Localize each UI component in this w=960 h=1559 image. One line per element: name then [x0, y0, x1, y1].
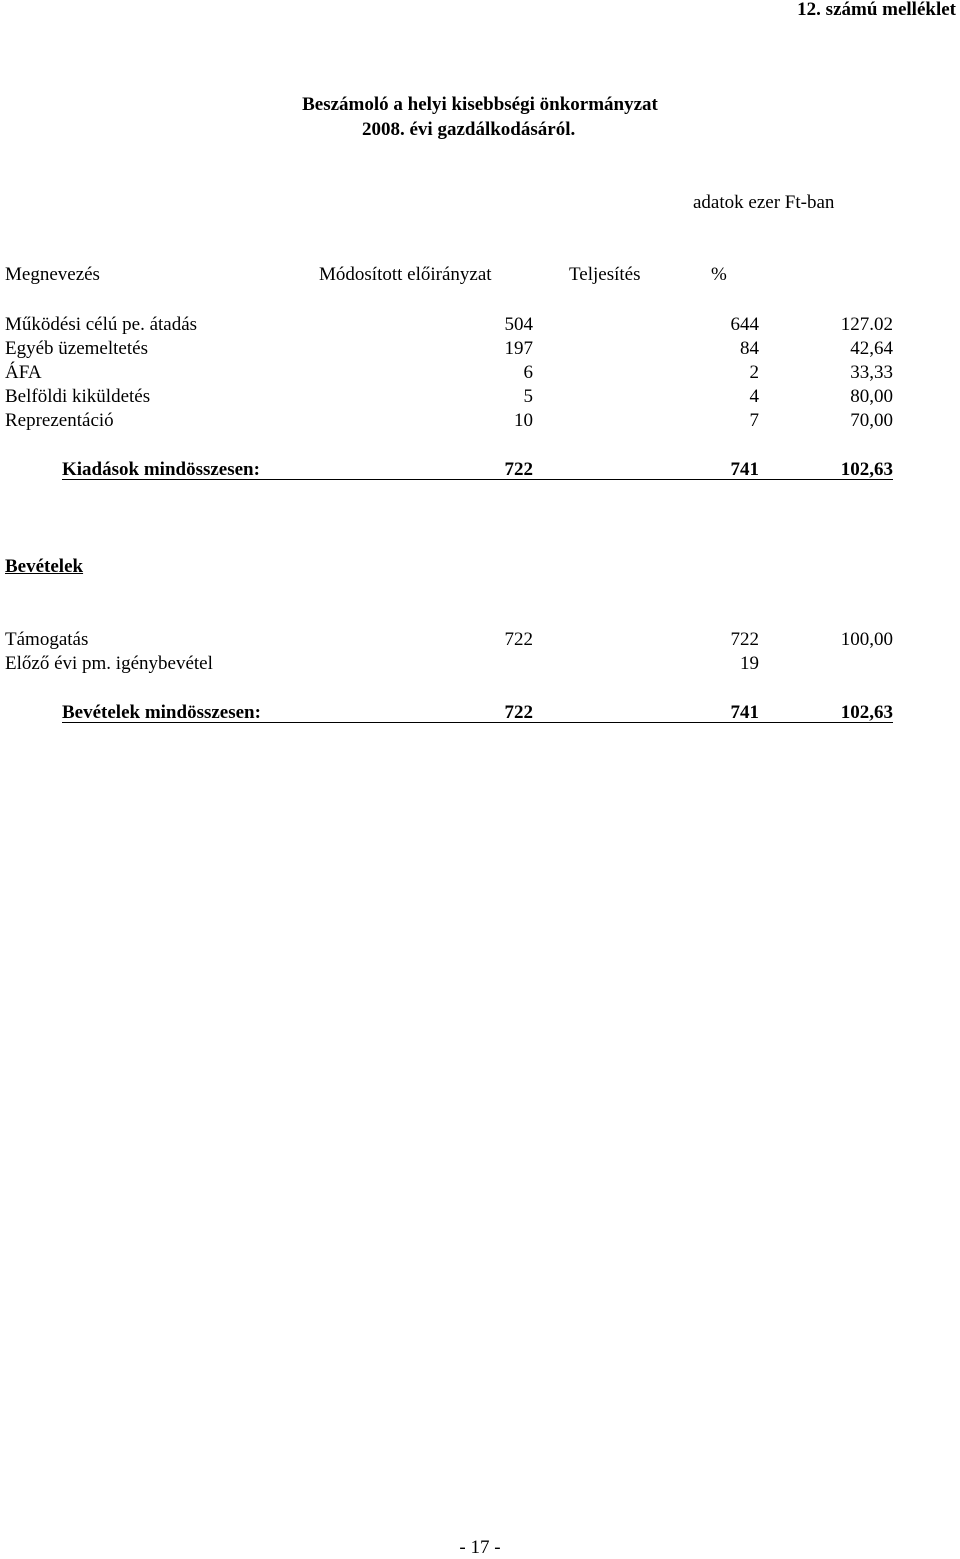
row-actual: 644 [730, 314, 759, 335]
row-actual: 722 [730, 629, 759, 650]
row-name: Működési célú pe. átadás [5, 314, 198, 335]
row-percent: 42,64 [850, 338, 893, 359]
page-number: - 17 - [459, 1537, 501, 1558]
column-header-plan: Módosított előirányzat [319, 264, 492, 285]
row-name: Támogatás [5, 629, 89, 650]
row-plan: 5 [523, 386, 533, 407]
total-actual: 741 [730, 702, 759, 723]
table-row [0, 362, 960, 386]
table-row [0, 629, 960, 653]
row-plan: 504 [504, 314, 533, 335]
total-percent: 102,63 [840, 459, 893, 480]
row-plan: 722 [504, 629, 533, 650]
row-plan: 6 [523, 362, 533, 383]
row-plan: 10 [514, 410, 533, 431]
table-row [0, 314, 960, 338]
row-actual: 19 [740, 653, 759, 674]
row-name: Előző évi pm. igénybevétel [5, 653, 213, 674]
row-name: Egyéb üzemeltetés [5, 338, 148, 359]
row-percent: 33,33 [850, 362, 893, 383]
row-name: Belföldi kiküldetés [5, 386, 151, 407]
document-title: Beszámoló a helyi kisebbségi önkormányzat [302, 94, 658, 115]
column-header-percent: % [711, 264, 727, 285]
row-name: ÁFA [5, 362, 42, 383]
table-row [0, 653, 960, 677]
total-label: Kiadások mindösszesen: [62, 459, 260, 480]
column-header-actual: Teljesítés [569, 264, 641, 285]
column-header-name: Megnevezés [5, 264, 100, 285]
row-name: Reprezentáció [5, 410, 114, 431]
row-actual: 7 [749, 410, 759, 431]
total-underline [62, 722, 893, 723]
row-plan: 197 [504, 338, 533, 359]
revenue-heading: Bevételek [5, 556, 84, 577]
document-subtitle: 2008. évi gazdálkodásáról. [362, 119, 576, 140]
total-plan: 722 [504, 702, 533, 723]
unit-note: adatok ezer Ft-ban [693, 192, 835, 213]
row-percent: 70,00 [850, 410, 893, 431]
table-row [0, 338, 960, 362]
table-row [0, 410, 960, 434]
total-actual: 741 [730, 459, 759, 480]
row-actual: 4 [749, 386, 759, 407]
total-underline [62, 479, 893, 480]
row-percent: 80,00 [850, 386, 893, 407]
row-actual: 84 [740, 338, 759, 359]
annex-label: 12. számú melléklet [797, 0, 956, 20]
row-percent: 127.02 [840, 314, 893, 335]
table-row [0, 386, 960, 410]
table-header [0, 264, 960, 288]
row-percent: 100,00 [840, 629, 893, 650]
total-percent: 102,63 [840, 702, 893, 723]
row-actual: 2 [749, 362, 759, 383]
total-label: Bevételek mindösszesen: [62, 702, 261, 723]
total-plan: 722 [504, 459, 533, 480]
